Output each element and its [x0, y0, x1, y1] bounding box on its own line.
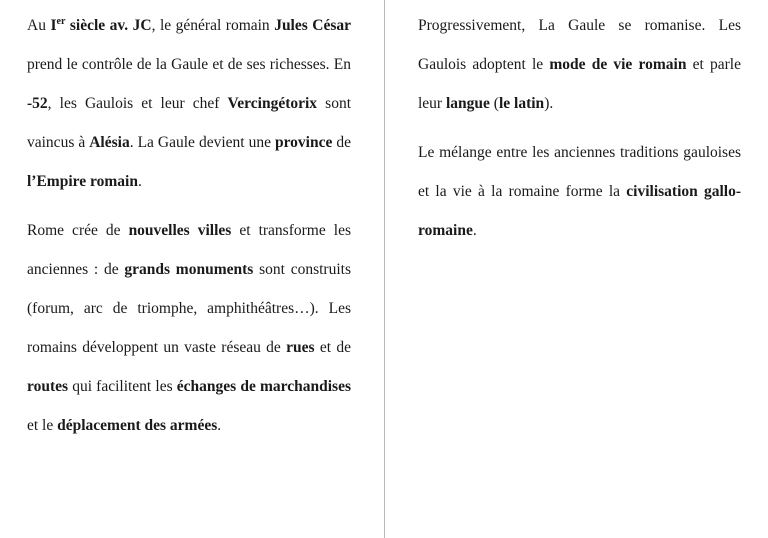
text-run: ).: [544, 95, 554, 112]
paragraph-cities: [27, 211, 351, 445]
text-run: . La Gaule devient une: [129, 134, 275, 151]
text-run: , le général romain: [151, 17, 275, 34]
bold-term-latin: le latin: [498, 95, 545, 112]
column-divider: [384, 0, 385, 538]
text-run: Au: [27, 17, 51, 34]
bold-run: I: [50, 17, 57, 34]
bold-term-alesia: Alésia: [89, 134, 130, 151]
text-run: et de: [314, 339, 351, 356]
text-run: .: [217, 417, 222, 434]
right-column: [418, 6, 741, 260]
bold-term-vercingetorix: Vercingétorix: [227, 95, 318, 112]
bold-term-monuments: grands monuments: [124, 261, 254, 278]
text-run: Rome crée de: [27, 222, 129, 239]
superscript: er: [56, 16, 66, 27]
text-run: (: [489, 95, 499, 112]
bold-term-roads: routes: [27, 378, 69, 395]
bold-term-empire: l’Empire romain: [27, 173, 138, 190]
text-run: prend le contrôle de la Gaule et de ses richesses. En: [27, 56, 351, 73]
bold-term-streets: rues: [286, 339, 315, 356]
bold-term-new-cities: nouvelles villes: [128, 222, 232, 239]
text-run: .: [472, 222, 477, 239]
text-run: Progressivement, La Gaule se romanise. Les Gaulois adoptent le: [418, 17, 741, 73]
paragraph-romanisation: [418, 6, 741, 123]
left-column: [27, 6, 351, 455]
bold-term-century: [50, 17, 151, 34]
bold-term-trade: échanges de marchandises: [176, 378, 352, 395]
text-run: qui facilitent les: [68, 378, 177, 395]
text-run: et le: [27, 417, 58, 434]
bold-term-armies: déplacement des armées: [57, 417, 218, 434]
bold-term-roman-life: mode de vie romain: [549, 56, 687, 73]
text-run: et parle leur: [418, 56, 741, 112]
bold-term-date: -52: [27, 95, 48, 112]
bold-term-province: province: [274, 134, 333, 151]
bold-term-language: langue: [445, 95, 490, 112]
bold-term-jules-cesar: Jules César: [274, 17, 352, 34]
bold-run: siècle av. JC: [65, 17, 152, 34]
text-run: .: [137, 173, 142, 190]
text-run: de: [332, 134, 351, 151]
paragraph-civilisation: [418, 133, 741, 250]
text-run: et transforme les anciennes : de: [27, 222, 351, 278]
text-run: sont vaincus à: [27, 95, 351, 151]
text-run: Le mélange entre les anciennes traditions gauloises et la vie à la romaine forme la: [418, 144, 741, 200]
paragraph-conquest: [27, 6, 351, 201]
bold-term-gallo-roman: civilisation gallo-romaine: [418, 183, 742, 239]
text-run: , les Gaulois et leur chef: [47, 95, 228, 112]
text-run: sont construits (forum, arc de triomphe, amphithéâtres…). Les romains développent un vaste réseau de: [27, 261, 351, 356]
